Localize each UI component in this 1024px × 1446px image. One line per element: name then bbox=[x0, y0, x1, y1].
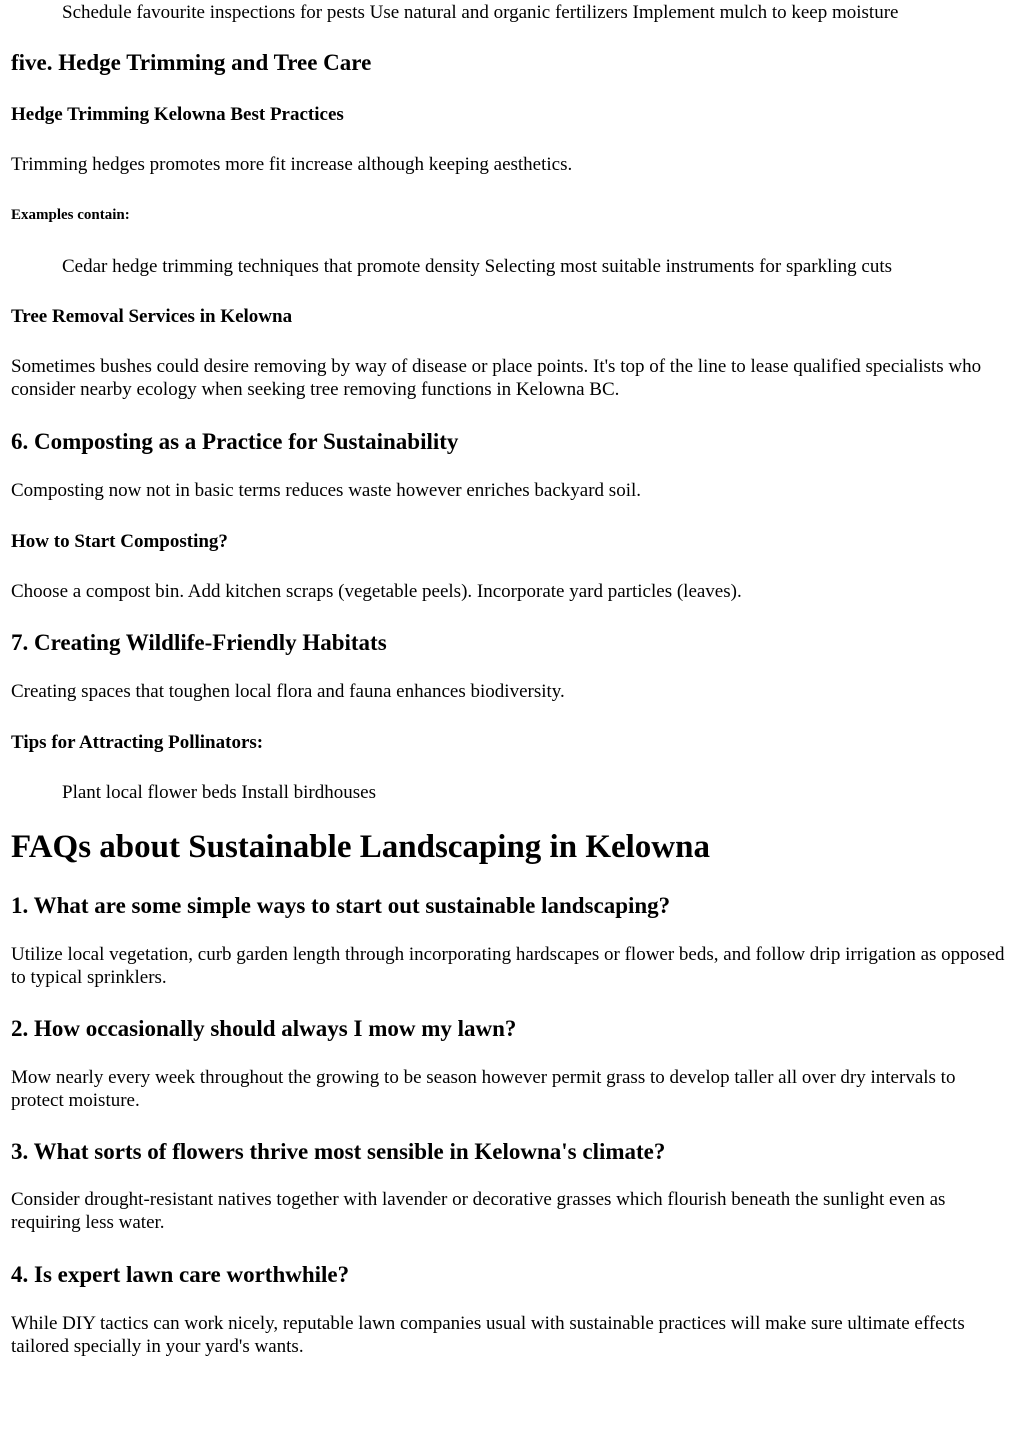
faq-heading: FAQs about Sustainable Landscaping in Kelowna bbox=[11, 829, 710, 865]
examples-heading: Examples contain: bbox=[11, 207, 130, 223]
wildlife-section-heading: 7. Creating Wildlife-Friendly Habitats bbox=[11, 630, 387, 655]
faq-answer: Consider drought-resistant natives together with lavender or decorative grasses which flourish beneath the sunlight even as requiring less water. bbox=[11, 1189, 946, 1233]
faq-answer: Utilize local vegetation, curb garden length through incorporating hardscapes or flower beds, and follow drip irrigation as opposed to typical sprinklers. bbox=[11, 944, 1005, 988]
faq-question: 3. What sorts of flowers thrive most sensible in Kelowna's climate? bbox=[11, 1139, 666, 1164]
wildlife-paragraph: Creating spaces that toughen local flora and fauna enhances biodiversity. bbox=[11, 681, 565, 702]
composting-paragraph: Composting now not in basic terms reduces waste however enriches backyard soil. bbox=[11, 480, 642, 501]
tree-removal-heading: Tree Removal Services in Kelowna bbox=[11, 306, 293, 327]
lawn-care-tips-list: Schedule favourite inspections for pests Use natural and organic fertilizers Implement mulch to keep moisture bbox=[62, 2, 899, 23]
faq-answer: While DIY tactics can work nicely, reputable lawn companies usual with sustainable practices will make sure ultimate effects tailored specially in your yard's wants. bbox=[11, 1313, 965, 1357]
composting-section-heading: 6. Composting as a Practice for Sustainability bbox=[11, 429, 459, 454]
start-composting-paragraph: Choose a compost bin. Add kitchen scraps (vegetable peels). Incorporate yard particles (leaves). bbox=[11, 581, 742, 602]
start-composting-heading: How to Start Composting? bbox=[11, 531, 228, 552]
pollinators-list: Plant local flower beds Install birdhouses bbox=[62, 782, 376, 803]
faq-question: 4. Is expert lawn care worthwhile? bbox=[11, 1262, 350, 1287]
faq-question: 1. What are some simple ways to start out sustainable landscaping? bbox=[11, 893, 671, 918]
pollinators-heading: Tips for Attracting Pollinators: bbox=[11, 732, 264, 753]
tree-removal-paragraph: Sometimes bushes could desire removing by way of disease or place points. It's top of the line to lease qualified specialists who consider nearby ecology when seeking tree removing functions in Kelowna BC. bbox=[11, 356, 982, 400]
faq-question: 2. How occasionally should always I mow my lawn? bbox=[11, 1016, 517, 1041]
hedge-trimming-paragraph: Trimming hedges promotes more fit increase although keeping aesthetics. bbox=[11, 154, 573, 175]
hedge-examples-list: Cedar hedge trimming techniques that promote density Selecting most suitable instruments for sparkling cuts bbox=[62, 256, 893, 277]
faq-answer: Mow nearly every week throughout the growing to be season however permit grass to develop taller all over dry intervals to protect moisture. bbox=[11, 1067, 956, 1111]
hedge-section-heading: five. Hedge Trimming and Tree Care bbox=[11, 50, 372, 75]
hedge-best-practices-heading: Hedge Trimming Kelowna Best Practices bbox=[11, 104, 344, 125]
